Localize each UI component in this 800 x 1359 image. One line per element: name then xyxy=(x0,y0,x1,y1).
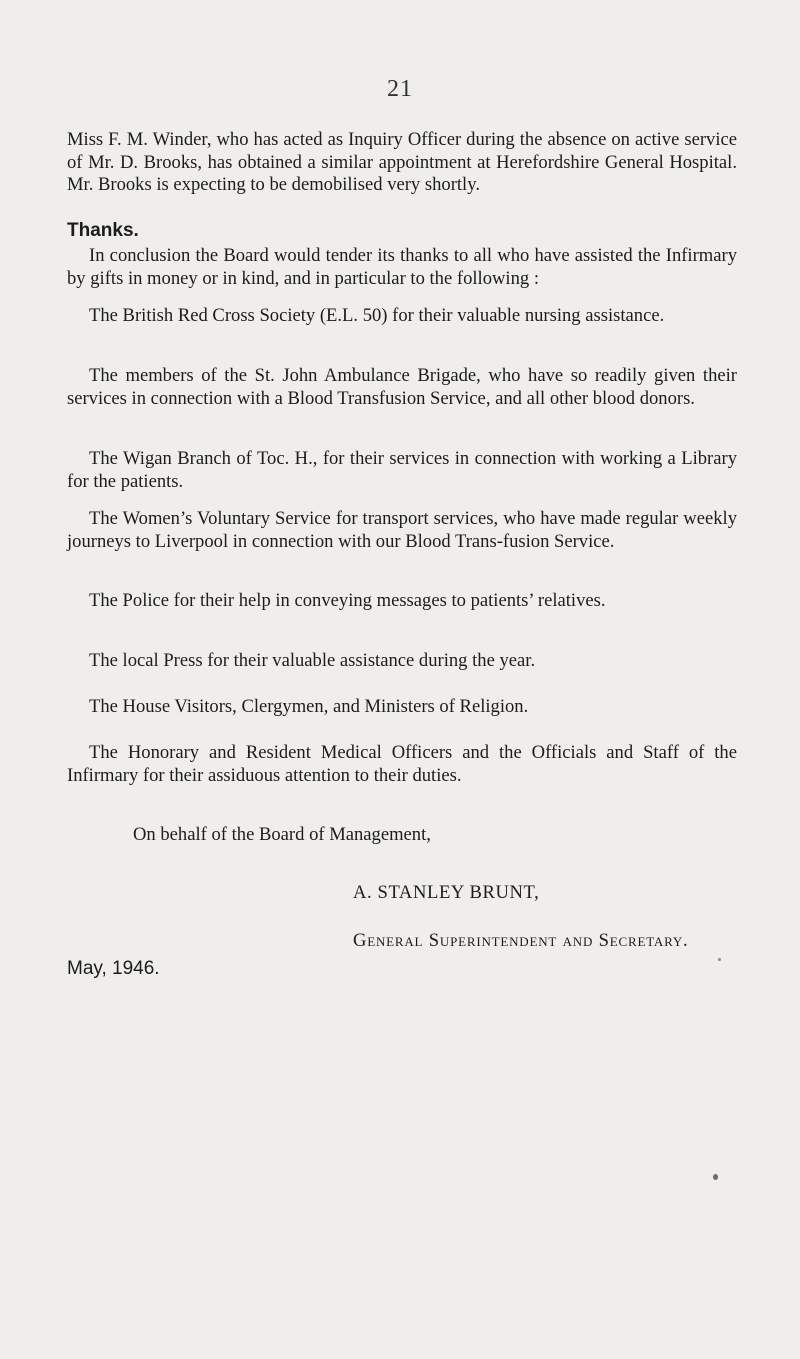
page-number: 21 xyxy=(387,76,413,102)
paragraph-police: The Police for their help in conveying messages to patients’ relatives. xyxy=(89,590,606,611)
paper-speck xyxy=(713,1174,718,1180)
paragraph-thanks-intro: In conclusion the Board would tender its thanks to all who have assisted the Infirmary by gifts in money or in kind, and in particular to the following : xyxy=(67,245,737,289)
paragraph-medical-officers: The Honorary and Resident Medical Officers and the Officials and Staff of the Infirmary for their assiduous attention to their duties. xyxy=(67,742,737,786)
paragraph-house-visitors: The House Visitors, Clergymen, and Ministers of Religion. xyxy=(89,696,529,717)
paragraph-toc-h: The Wigan Branch of Toc. H., for their services in connection with working a Library for the patients. xyxy=(67,448,737,492)
paragraph-red-cross: The British Red Cross Society (E.L. 50) for their valuable nursing assistance. xyxy=(89,305,665,326)
paragraph-local-press: The local Press for their valuable assistance during the year. xyxy=(89,650,536,671)
paper-speck xyxy=(718,958,721,961)
signatory-name: A. STANLEY BRUNT, xyxy=(353,882,540,903)
paragraph-st-john-ambulance: The members of the St. John Ambulance Brigade, who have so readily given their services in connection with a Blood Transfusion Service, and all other blood donors. xyxy=(67,365,737,409)
section-heading-thanks: Thanks. xyxy=(67,220,139,241)
signatory-position: General Superintendent and Secretary. xyxy=(353,930,689,951)
paragraph-inquiry-officer: Miss F. M. Winder, who has acted as Inquiry Officer during the absence on active service of Mr. D. Brooks, has obtained a similar appointment at Herefordshire General Hospital. Mr. Brooks is expecting to be demobilised very shortly. xyxy=(67,129,737,195)
paragraph-womens-voluntary-service: The Women’s Voluntary Service for transport services, who have made regular weekly journeys to Liverpool in connection with our Blood Trans-fusion Service. xyxy=(67,508,737,552)
document-date: May, 1946. xyxy=(67,958,160,979)
closing-signoff: On behalf of the Board of Management, xyxy=(133,824,431,845)
